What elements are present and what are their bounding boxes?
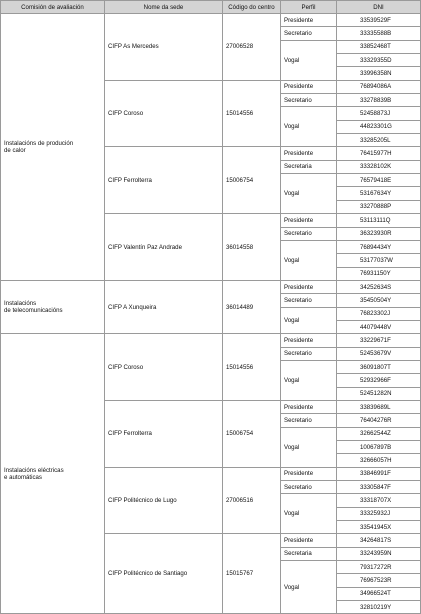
perfil-cell: Vogal (281, 360, 337, 400)
perfil-cell: Secretario (281, 94, 337, 107)
dni-cell: 76415977H (337, 147, 421, 160)
dni-cell: 33243959N (337, 547, 421, 560)
header-nome-sede: Nome da sede (105, 1, 223, 14)
codigo-centro-cell: 27006516 (223, 467, 281, 534)
codigo-centro-cell: 27006528 (223, 14, 281, 81)
perfil-cell: Presidente (281, 80, 337, 93)
perfil-cell: Secretaria (281, 547, 337, 560)
comision-label: Instalacións eléctricas e automáticas (4, 466, 64, 481)
header-dni: DNI (337, 1, 421, 14)
dni-cell: 76404276R (337, 414, 421, 427)
dni-cell: 44823301G (337, 120, 421, 133)
codigo-centro-cell: 15015767 (223, 534, 281, 614)
dni-cell: 34966524T (337, 587, 421, 600)
dni-cell: 33839689L (337, 400, 421, 413)
dni-cell: 10067897B (337, 441, 421, 454)
perfil-cell: Presidente (281, 534, 337, 547)
comision-cell (1, 14, 105, 281)
dni-cell: 33278839B (337, 94, 421, 107)
dni-cell: 76823302J (337, 307, 421, 320)
dni-cell: 33270888P (337, 200, 421, 213)
dni-cell: 36323930R (337, 227, 421, 240)
dni-cell: 32662544Z (337, 427, 421, 440)
perfil-cell: Vogal (281, 427, 337, 467)
perfil-cell: Secretario (281, 347, 337, 360)
comision-cell (1, 280, 105, 333)
dni-cell: 53113111Q (337, 214, 421, 227)
codigo-centro-cell: 15006754 (223, 147, 281, 214)
perfil-cell: Vogal (281, 561, 337, 614)
sede-name-cell: CIFP Politécnico de Lugo (105, 467, 223, 534)
comision-label: Instalacións de produción de calor (4, 139, 74, 154)
codigo-centro-cell: 36014558 (223, 214, 281, 281)
dni-cell: 33325932J (337, 507, 421, 520)
perfil-cell: Secretario (281, 294, 337, 307)
perfil-cell: Presidente (281, 214, 337, 227)
header-row (1, 1, 421, 14)
dni-cell: 76894434Y (337, 240, 421, 253)
dni-cell: 33852468T (337, 40, 421, 53)
sede-name-cell: CIFP Coroso (105, 80, 223, 147)
dni-cell: 76967523R (337, 574, 421, 587)
dni-cell: 52451282N (337, 387, 421, 400)
codigo-centro-cell: 36014489 (223, 280, 281, 333)
table-row (1, 14, 421, 27)
dni-cell: 33285205L (337, 134, 421, 147)
dni-cell: 36091807T (337, 360, 421, 373)
perfil-cell: Vogal (281, 494, 337, 534)
dni-cell: 33996358N (337, 67, 421, 80)
dni-cell: 33539529F (337, 14, 421, 27)
table-body (1, 14, 421, 614)
dni-cell: 52932966F (337, 374, 421, 387)
comision-cell (1, 334, 105, 614)
dni-cell: 76894086A (337, 80, 421, 93)
perfil-cell: Secretaria (281, 160, 337, 173)
dni-cell: 52453679V (337, 347, 421, 360)
dni-cell: 35450504Y (337, 294, 421, 307)
dni-cell: 34264817S (337, 534, 421, 547)
perfil-cell: Presidente (281, 147, 337, 160)
sede-name-cell: CIFP A Xunqueira (105, 280, 223, 333)
dni-cell: 33229671F (337, 334, 421, 347)
dni-cell: 76579418E (337, 174, 421, 187)
header-codigo-centro: Código do centro (223, 1, 281, 14)
header-comision: Comisión de avaliación (1, 1, 105, 14)
dni-cell: 33335588B (337, 27, 421, 40)
sede-name-cell: CIFP Ferrolterra (105, 147, 223, 214)
perfil-cell: Vogal (281, 174, 337, 214)
dni-cell: 34252634S (337, 280, 421, 293)
perfil-cell: Secretario (281, 481, 337, 494)
sede-name-cell: CIFP Politécnico de Santiago (105, 534, 223, 614)
perfil-cell: Presidente (281, 334, 337, 347)
header-perfil: Perfil (281, 1, 337, 14)
perfil-cell: Presidente (281, 467, 337, 480)
codigo-centro-cell: 15014556 (223, 80, 281, 147)
dni-cell: 33846991F (337, 467, 421, 480)
dni-cell: 33328102K (337, 160, 421, 173)
dni-cell: 32810219Y (337, 601, 421, 614)
dni-cell: 76931150Y (337, 267, 421, 280)
perfil-cell: Presidente (281, 400, 337, 413)
table-row (1, 280, 421, 293)
codigo-centro-cell: 15006754 (223, 400, 281, 467)
dni-cell: 33318707X (337, 494, 421, 507)
perfil-cell: Secretario (281, 414, 337, 427)
perfil-cell: Vogal (281, 40, 337, 80)
perfil-cell: Vogal (281, 107, 337, 147)
dni-cell: 53177037W (337, 254, 421, 267)
comision-label: Instalacións de telecomunicacións (4, 300, 63, 315)
dni-cell: 79317272R (337, 561, 421, 574)
perfil-cell: Secretario (281, 27, 337, 40)
perfil-cell: Vogal (281, 240, 337, 280)
table-row (1, 334, 421, 347)
sede-name-cell: CIFP As Mercedes (105, 14, 223, 81)
dni-cell: 32666057H (337, 454, 421, 467)
dni-cell: 33329355D (337, 54, 421, 67)
dni-cell: 44079448V (337, 320, 421, 333)
dni-cell: 53167634Y (337, 187, 421, 200)
sede-name-cell: CIFP Valentín Paz Andrade (105, 214, 223, 281)
dni-cell: 33541945X (337, 521, 421, 534)
sede-name-cell: CIFP Ferrolterra (105, 400, 223, 467)
sede-name-cell: CIFP Coroso (105, 334, 223, 401)
dni-cell: 52458873J (337, 107, 421, 120)
perfil-cell: Presidente (281, 14, 337, 27)
codigo-centro-cell: 15014556 (223, 334, 281, 401)
perfil-cell: Secretario (281, 227, 337, 240)
perfil-cell: Vogal (281, 307, 337, 334)
perfil-cell: Presidente (281, 280, 337, 293)
dni-cell: 33305847F (337, 481, 421, 494)
